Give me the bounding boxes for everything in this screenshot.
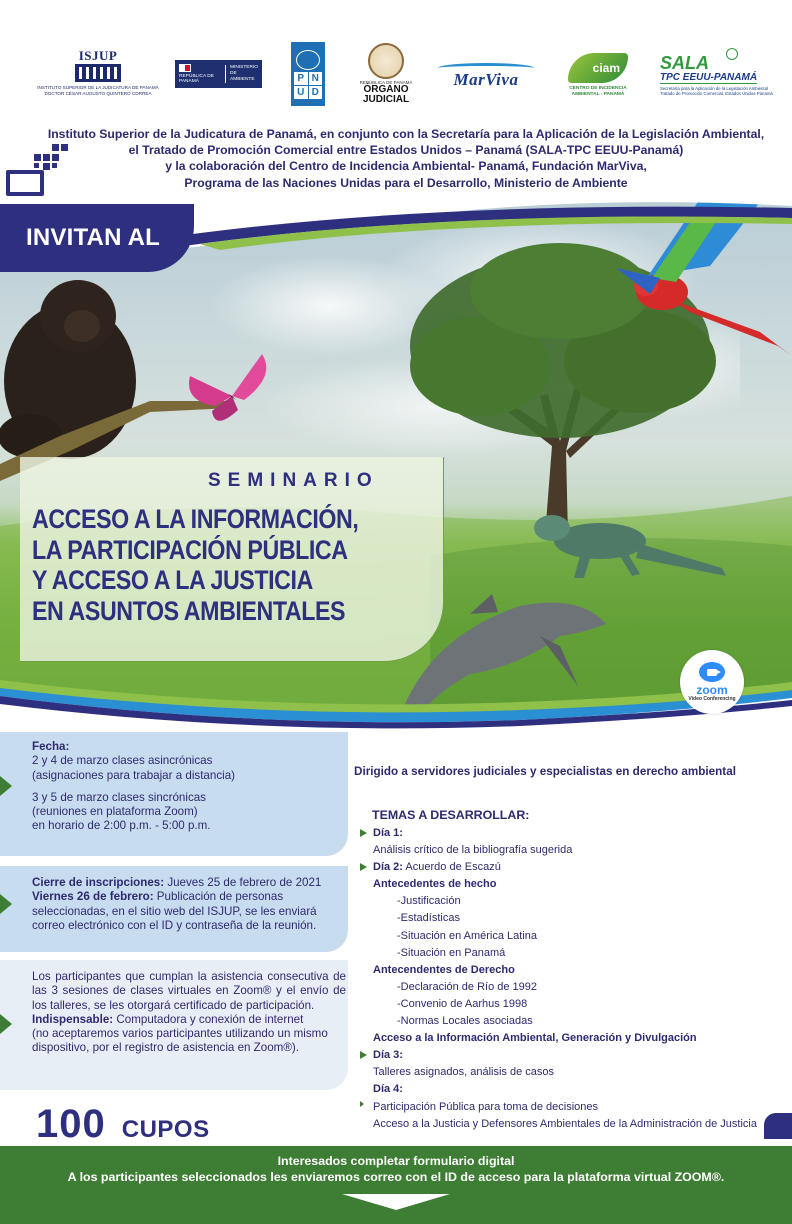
tema-subitem: -Situación en América Latina <box>397 929 538 942</box>
seminario-label: SEMINARIO <box>208 470 379 491</box>
isjup-logo <box>37 44 159 100</box>
title-line: ACCESO A LA INFORMACIÓN, <box>32 504 359 534</box>
dia2-label: Día 2: <box>373 861 403 874</box>
isjup-logo-mark: ISJUP <box>78 48 118 63</box>
dia3-label: Día 3: <box>373 1049 403 1062</box>
tema-subitem: -Convenio de Aarhus 1998 <box>397 997 528 1010</box>
dia3-text: Talleres asignados, análisis de casos <box>373 1066 554 1079</box>
dia1-text: Análisis crítico de la bibliografía sugerida <box>373 844 573 857</box>
fecha-label: Fecha: <box>32 740 70 753</box>
invitan-banner: INVITAN AL <box>0 204 194 272</box>
butterfly-icon <box>189 354 266 421</box>
sala-logo-sub2: Tratado de Promoción Comercial, Estados Unidos-Panamá <box>660 91 773 96</box>
arrow-icon <box>0 776 12 796</box>
justice-seal-icon <box>368 43 404 79</box>
audience-text: Dirigido a servidores judiciales y especialistas en derecho ambiental <box>354 765 736 778</box>
cupos <box>36 1102 210 1147</box>
tema-subitem: -Estadísticas <box>397 912 460 925</box>
organo-judicial-logo <box>358 42 414 106</box>
pnud-letter: N <box>309 72 323 85</box>
zoom-badge <box>680 650 744 714</box>
marviva-logo <box>432 56 540 96</box>
un-globe-icon <box>296 50 320 70</box>
cierre-label: Cierre de inscripciones: <box>32 876 165 889</box>
ciam-logo-line1: CENTRO DE INCIDENCIA <box>569 85 627 91</box>
corner-accent <box>764 1113 792 1139</box>
viernes-value: Publicación de personas seleccionadas, en el sitio web del ISJUP, se les enviará correo electrónico con el ID y contraseña de la reunión. <box>32 890 317 932</box>
participantes-text <box>32 970 346 1056</box>
sala-logo <box>660 48 773 102</box>
footer-line2: A los participantes seleccionados les enviaremos correo con el ID de acceso para la plataforma virtual ZOOM®. <box>67 1170 725 1184</box>
intro-line: Instituto Superior de la Judicatura de Panamá, en conjunto con la Secretaría para la Aplicación de la Legislación Ambiental, <box>47 127 765 141</box>
antecedentes-derecho: Antecendentes de Derecho <box>373 963 515 976</box>
ciam-logo-line2: AMBIENTAL - PANAMÁ <box>571 91 625 97</box>
tema-subitem: -Justificación <box>397 895 461 908</box>
logo-bar <box>0 38 792 110</box>
arrow-icon <box>360 863 367 871</box>
fecha-line: (asignaciones para trabajar a distancia) <box>32 768 236 782</box>
miambiente-logo <box>175 60 262 88</box>
dia4-text: Acceso a la Justicia y Defensores Ambientales de la Administración de Justicia <box>373 1117 757 1130</box>
zoom-label: zoom <box>696 683 728 697</box>
antecedentes-hecho: Antecedentes de hecho <box>373 878 497 891</box>
dia4-text: Participación Pública para toma de decisiones <box>373 1100 599 1113</box>
footer-banner <box>0 1146 792 1224</box>
indispensable-value: Computadora y conexión de internet <box>113 1012 304 1026</box>
arrow-icon <box>360 1051 367 1059</box>
indispensable-label: Indispensable: <box>32 1012 114 1026</box>
sala-logo-line1: SALA <box>660 53 709 73</box>
inscripciones-text <box>32 876 344 933</box>
participantes-note: (no aceptaremos varios participantes utilizando un mismo dispositivo, por el registro de asistencia en Zoom®). <box>32 1027 328 1055</box>
seminar-title <box>32 504 385 626</box>
organo-judicial-line1: ÓRGANO <box>363 84 409 95</box>
intro-line: y la colaboración del Centro de Incidencia Ambiental- Panamá, Fundación MarViva, <box>165 159 647 174</box>
dia2-text: Acuerdo de Escazú <box>402 861 501 874</box>
participantes-text-line: Los participantes que cumplan la asistencia consecutiva de las 3 sesiones de clases virtuales en Zoom® y el envío de los talleres, se les otorgará certificado de participación. <box>32 970 346 1012</box>
marviva-logo-text: MarViva <box>453 69 519 89</box>
ciam-logo-text: ciam <box>592 60 620 75</box>
panama-flag-icon <box>179 64 191 72</box>
miambiente-logo-left: REPÚBLICA DE PANAMÁ <box>179 74 214 84</box>
tema-subitem: -Declaración de Río de 1992 <box>397 980 538 993</box>
organo-judicial-line2: JUDICIAL <box>362 94 410 105</box>
sala-leaf-icon <box>726 48 738 60</box>
fecha-line: (reuniones en plataforma Zoom) <box>32 805 198 819</box>
sala-logo-line2: TPC EEUU-PANAMÁ <box>660 72 758 83</box>
acceso-informacion: Acceso a la Información Ambiental, Generación y Divulgación <box>373 1032 697 1045</box>
ciam-logo <box>556 46 640 104</box>
isjup-logo-line1: INSTITUTO SUPERIOR DE LA JUDICATURA DE PANAMÁ <box>37 85 159 90</box>
cierre-value: Jueves 25 de febrero de 2021 <box>164 876 322 889</box>
intro-line: Programa de las Naciones Unidas para el Desarrollo, Ministerio de Ambiente <box>184 175 628 190</box>
arrow-icon <box>360 1101 364 1107</box>
zoom-sub: Video Conferencing <box>688 696 736 702</box>
title-line: Y ACCESO A LA JUSTICIA <box>32 565 313 595</box>
pnud-logo <box>291 42 325 106</box>
fecha-line: 2 y 4 de marzo clases asincrónicas <box>32 754 213 768</box>
dia4-label: Día 4: <box>373 1083 403 1096</box>
intro-text <box>20 126 792 191</box>
cupos-word: CUPOS <box>121 1116 210 1143</box>
tema-subitem: -Situación en Panamá <box>397 946 506 959</box>
pnud-letter: U <box>294 86 308 99</box>
viernes-label: Viernes 26 de febrero: <box>32 890 154 904</box>
sala-logo-sub1: Secretaría para la Aplicación de la Legislación Ambiental <box>660 86 768 91</box>
fecha-line: en horario de 2:00 p.m. - 5:00 p.m. <box>32 819 211 833</box>
organo-judicial-small: REPÚBLICA DE PANAMÁ <box>359 80 413 85</box>
arrow-icon <box>0 1014 12 1034</box>
title-line: EN ASUNTOS AMBIENTALES <box>32 595 346 626</box>
cupos-number: 100 <box>36 1102 106 1146</box>
leaf-icon <box>568 53 628 83</box>
isjup-columns-icon <box>75 64 121 82</box>
miambiente-logo-right: MINISTERIO DE AMBIENTE <box>225 65 258 83</box>
zoom-camera-icon <box>699 662 725 682</box>
isjup-logo-line2: DOCTOR CÉSAR AUGUSTO QUINTERO CORREA <box>44 90 152 96</box>
monkey-icon <box>0 280 136 459</box>
tema-subitem: -Normas Locales asociadas <box>397 1015 533 1028</box>
pnud-letter: P <box>294 72 308 85</box>
fecha-line: 3 y 5 de marzo clases sincrónicas <box>32 790 206 804</box>
intro-line: el Tratado de Promoción Comercial entre Estados Unidos – Panamá (SALA-TPC EEUU-Panamá) <box>128 143 684 158</box>
arrow-icon <box>360 829 367 837</box>
pnud-letter: D <box>309 86 323 99</box>
footer-line1: Interesados completar formulario digital <box>277 1154 515 1168</box>
temas-title: TEMAS A DESARROLLAR: <box>372 808 530 822</box>
title-line: LA PARTICIPACIÓN PÚBLICA <box>32 534 348 565</box>
dia1-label: Día 1: <box>373 827 403 839</box>
chevron-down-icon <box>342 1194 450 1210</box>
temas-list <box>360 825 780 1133</box>
arrow-icon <box>0 894 12 914</box>
fecha-text <box>32 740 332 834</box>
